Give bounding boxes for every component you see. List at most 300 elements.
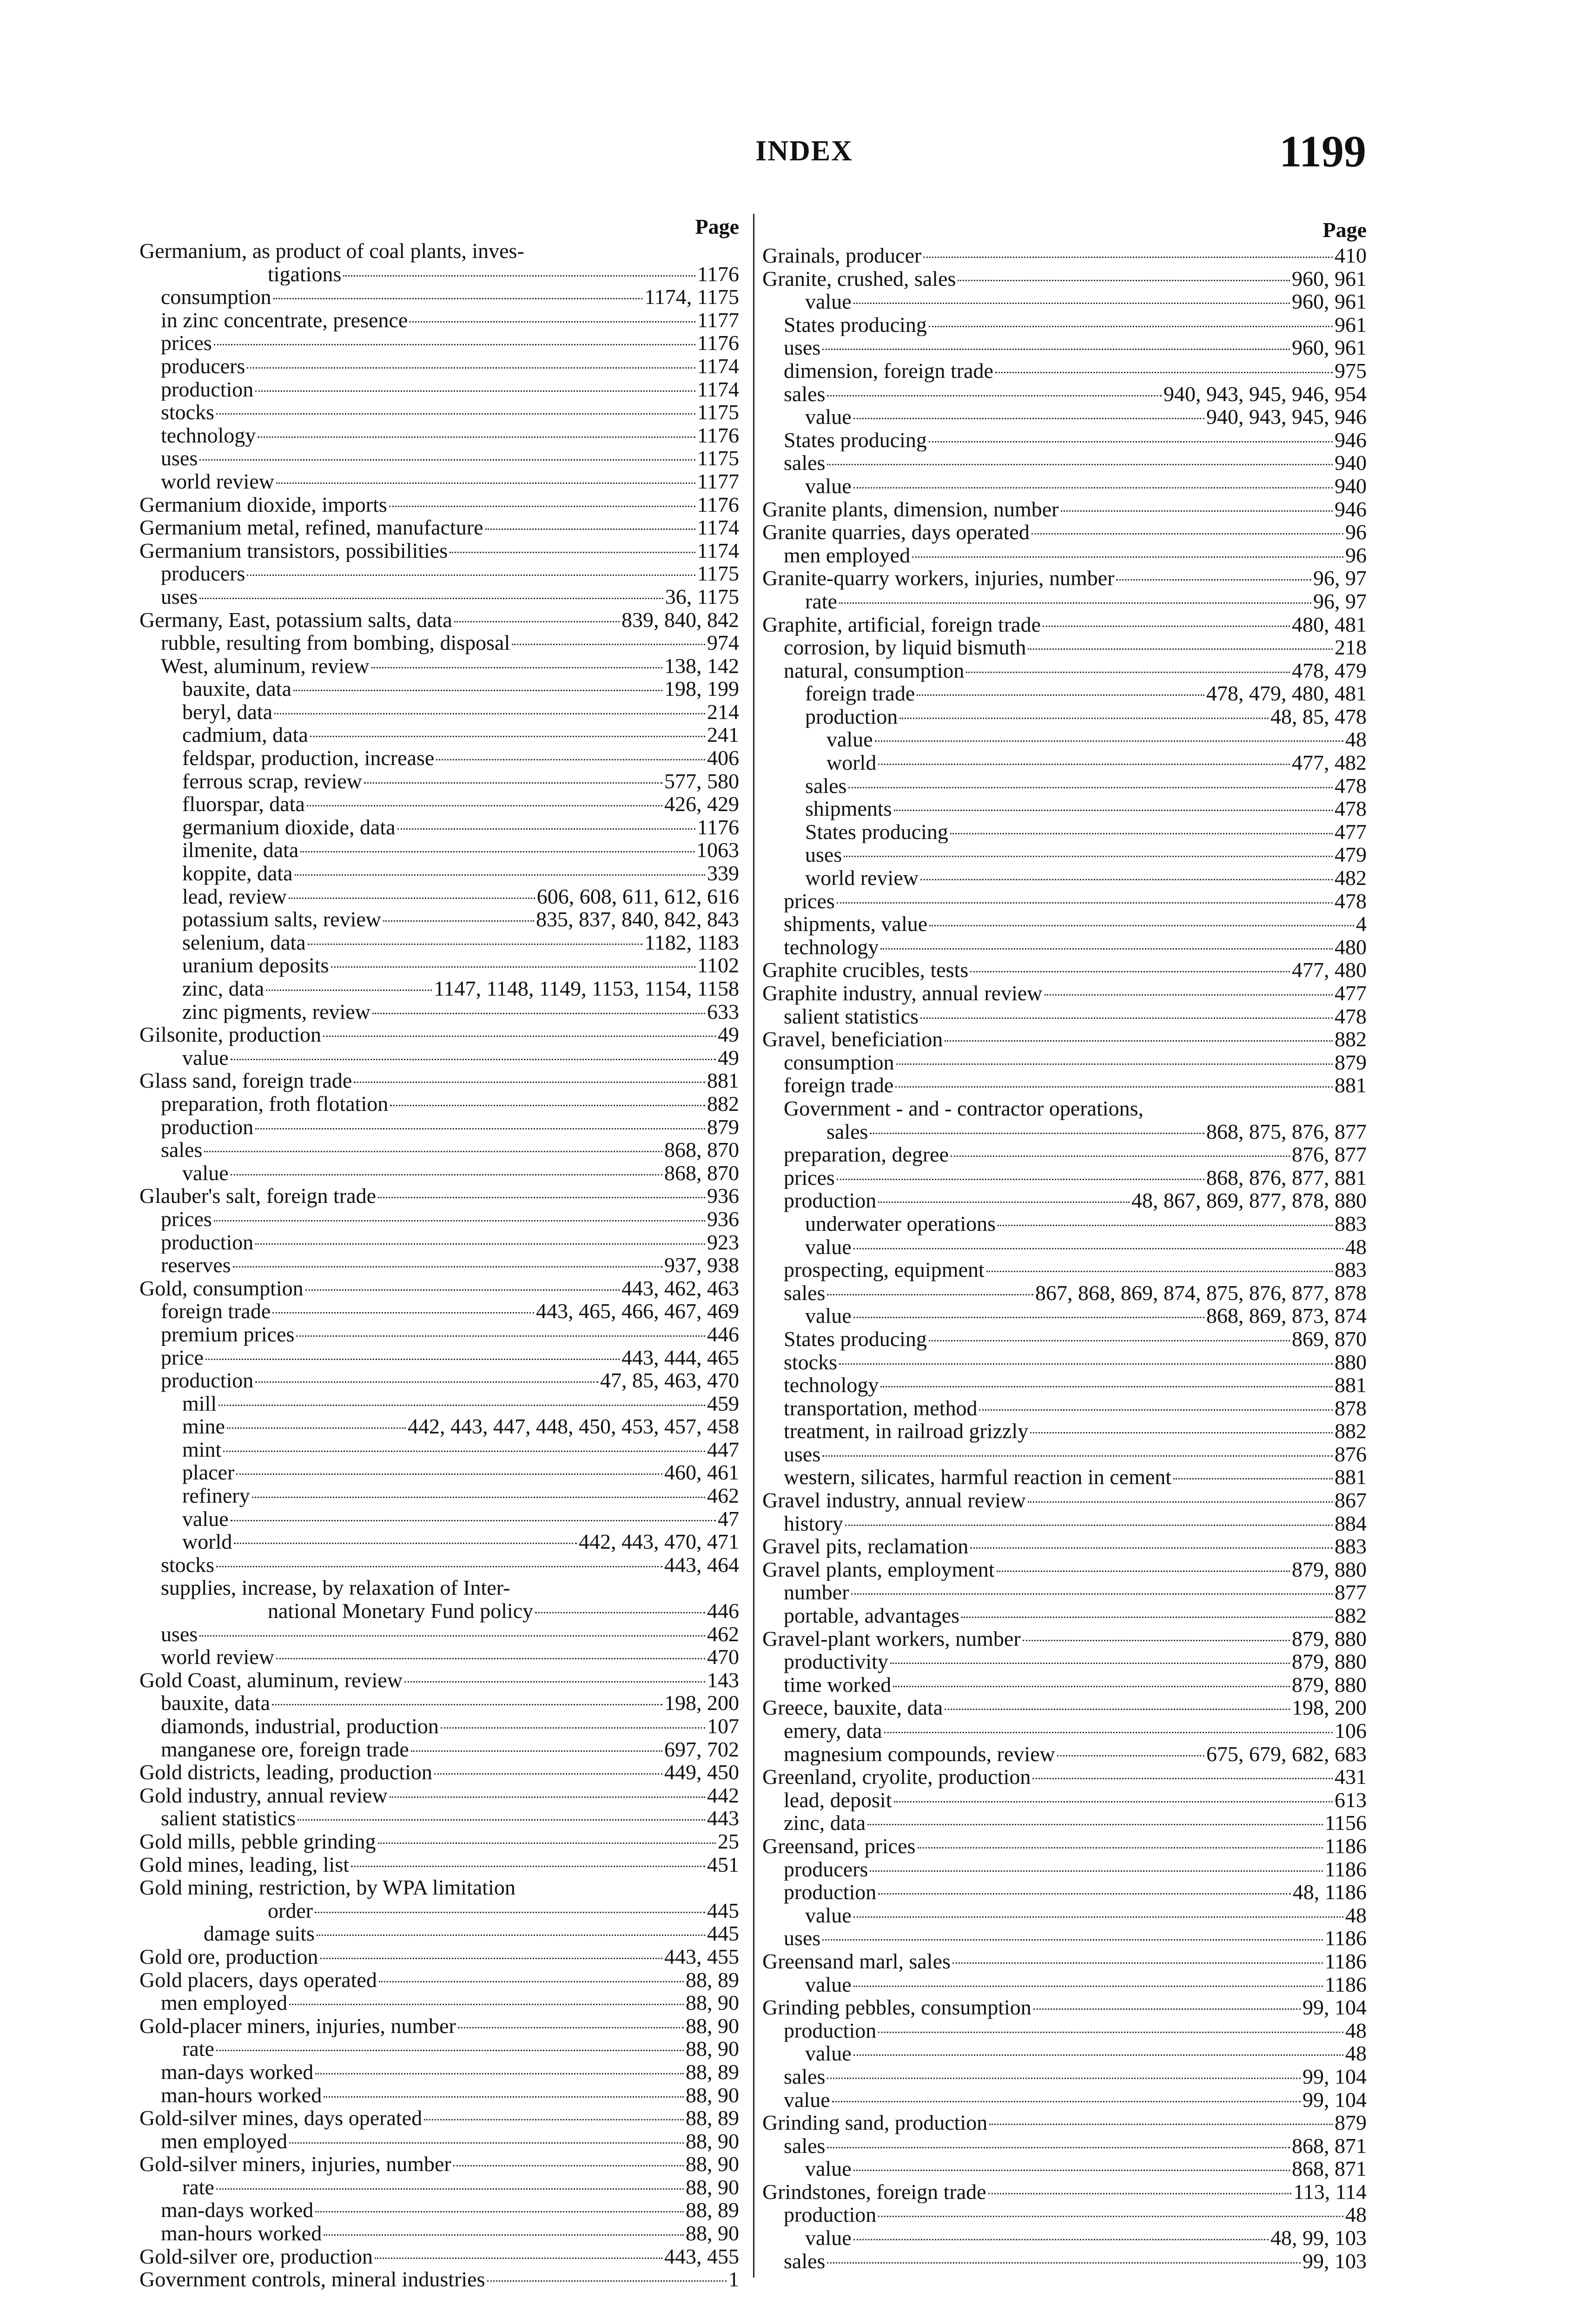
index-entry [762,1535,1367,1558]
index-entry [762,912,1367,936]
entry-pages: 480 [1335,935,1367,959]
entry-term: zinc, data [182,977,264,1000]
index-entry [762,383,1367,406]
leader-dots [218,1405,705,1406]
leader-dots [839,1363,1333,1365]
leader-dots [870,1870,1322,1872]
column-divider [753,214,754,2278]
index-entry [139,2037,739,2060]
entry-pages: 936 [707,1207,739,1231]
leader-dots [315,1912,705,1913]
entry-pages: 1175 [697,401,739,424]
entry-term: placer [182,1461,235,1485]
entry-term: order [268,1899,313,1922]
leader-dots [247,574,695,576]
index-entry [762,567,1367,590]
entry-pages: 878 [1335,1396,1367,1420]
leader-dots [331,966,695,968]
leader-dots [512,644,705,645]
entry-pages: 961 [1335,313,1367,337]
entry-pages: 442, 443, 447, 448, 450, 453, 457, 458 [408,1415,739,1438]
entry-pages: 451 [707,1853,739,1876]
leader-dots [487,2280,727,2282]
index-entry [139,1277,739,1300]
entry-term: consumption [784,1050,894,1074]
entry-term: mill [182,1392,217,1415]
entry-term: salient statistics [161,1807,296,1830]
entry-term: Gravel plants, employment [762,1558,995,1581]
index-entry [762,313,1367,337]
index-entry [139,1069,739,1092]
entry-term: treatment, in railroad grizzly [784,1419,1029,1443]
entry-term: Gold mills, pebble grinding [139,1829,376,1853]
entry-pages: 880 [1335,1350,1367,1374]
leader-dots [315,2211,684,2212]
leader-dots [853,487,1333,489]
leader-dots [255,1243,705,1245]
index-entry [139,816,739,839]
entry-pages: 876, 877 [1292,1143,1367,1166]
entry-term: States producing [784,313,927,337]
index-entry [762,521,1367,544]
leader-dots [958,280,1290,281]
leader-dots [383,920,534,922]
index-entry [139,1576,739,1599]
entry-pages: 88, 90 [686,2175,739,2199]
entry-pages: 877 [1335,1581,1367,1604]
entry-term: man-days worked [161,2060,314,2084]
leader-dots [920,1017,1333,1019]
entry-term: history [784,1512,843,1535]
entry-pages: 868, 870 [664,1161,739,1185]
leader-dots [929,326,1333,327]
entry-term: Gold industry, annual review [139,1783,388,1807]
index-entry [762,1097,1367,1120]
index-entry [762,936,1367,959]
index-entry [139,1392,739,1415]
entry-pages: 113, 114 [1293,2180,1367,2204]
leader-dots [307,805,662,806]
entry-term: lead, deposit [784,1788,892,1812]
leader-dots [204,1151,662,1152]
index-entry [139,516,739,539]
entry-term: Government - and - contractor operations, [784,1096,1144,1120]
entry-pages: 882 [707,1092,739,1116]
entry-pages: 442, 443, 470, 471 [579,1530,739,1553]
entry-pages: 1156 [1324,1811,1367,1835]
entry-term: natural, consumption [784,659,965,682]
leader-dots [390,1105,705,1106]
leader-dots [1173,1478,1333,1479]
entry-term: time worked [784,1673,892,1697]
index-entry [139,1484,739,1507]
entry-pages: 882 [1335,1028,1367,1051]
entry-term: Gold districts, leading, production [139,1761,432,1784]
entry-term: value [805,2226,852,2250]
index-entry [762,613,1367,636]
entry-pages: 478 [1335,797,1367,820]
entry-term: Gravel, beneficiation [762,1028,943,1051]
entry-pages: 47 [718,1507,739,1531]
index-entry [139,1323,739,1346]
entry-term: sales [784,451,826,475]
index-entry [139,1046,739,1070]
entry-term: rate [182,2037,214,2060]
entry-pages: 940 [1335,474,1367,498]
index-entry [139,2014,739,2038]
index-entry [762,451,1367,475]
index-entry [139,1876,739,1899]
leader-dots [853,2054,1343,2056]
index-entry [762,2042,1367,2065]
entry-term: world review [161,469,274,493]
entry-pages: 869, 870 [1292,1327,1367,1351]
entry-term: world review [161,1645,274,1669]
index-entry [762,290,1367,313]
entry-term: number [784,1581,849,1604]
leader-dots [227,1427,406,1429]
entry-term: production [784,1189,877,1212]
index-entry [762,1166,1367,1189]
entry-pages: 143 [707,1668,739,1692]
entry-pages: 1186 [1324,1927,1367,1950]
leader-dots [258,436,695,438]
leader-dots [853,1248,1343,1249]
entry-term: western, silicates, harmful reaction in cement [784,1466,1172,1489]
index-entry [762,1466,1367,1489]
index-entry [762,405,1367,429]
index-entry [762,1373,1367,1397]
entry-pages: 88, 89 [686,1968,739,1992]
index-entry [762,1235,1367,1259]
entry-term: preparation, degree [784,1143,949,1166]
index-entry [139,539,739,562]
leader-dots [961,1617,1333,1618]
entry-pages: 835, 837, 840, 842, 843 [536,908,739,931]
leader-dots [424,2119,684,2120]
entry-term: lead, review [182,885,287,908]
leader-dots [305,1289,620,1291]
leader-dots [822,1939,1322,1941]
entry-term: supplies, increase, by relaxation of Inter- [161,1576,510,1600]
entry-pages: 1176 [697,262,739,286]
index-entry [139,263,739,286]
leader-dots [895,1086,1333,1088]
leader-dots [295,874,705,876]
index-entry [139,1945,739,1968]
entry-term: zinc, data [784,1811,866,1835]
entry-term: Glauber's salt, foreign trade [139,1184,376,1208]
index-entry [762,336,1367,359]
index-entry [762,1743,1367,1766]
index-entry [762,1604,1367,1627]
entry-term: prospecting, equipment [784,1258,985,1281]
leader-dots [410,321,695,323]
index-entry [762,1143,1367,1166]
entry-term: sales [784,2134,826,2158]
index-entry [762,797,1367,820]
entry-term: Germanium dioxide, imports [139,493,387,516]
leader-dots [853,1986,1323,1987]
leader-dots [535,1612,705,1613]
index-entry [139,1830,739,1853]
entry-pages: 47, 85, 463, 470 [600,1369,739,1392]
index-column-left [139,214,739,2291]
leader-dots [832,2101,1301,2102]
entry-pages: 1174 [697,354,739,378]
leader-dots [899,718,1269,719]
entry-term: value [805,1903,852,1927]
entry-term: technology [161,423,256,447]
entry-pages: 478, 479 [1292,659,1367,682]
entry-pages: 1147, 1148, 1149, 1153, 1154, 1158 [434,977,739,1000]
leader-dots [894,1801,1333,1802]
entry-pages: 879, 880 [1292,1627,1367,1651]
entry-term: Gravel industry, annual review [762,1489,1026,1512]
entry-term: production [161,1115,254,1139]
entry-pages: 879 [1335,2111,1367,2134]
index-entry [139,608,739,632]
entry-term: foreign trade [805,682,915,705]
leader-dots [266,990,432,991]
leader-dots [289,2142,684,2144]
entry-term: sales [784,2065,826,2088]
entry-pages: 881 [707,1069,739,1092]
entry-pages: 478 [1335,774,1367,798]
leader-dots [839,602,1311,604]
entry-term: magnesium compounds, review [784,1742,1055,1766]
entry-pages: 940, 943, 945, 946, 954 [1164,382,1367,406]
entry-term: Gold-silver ore, production [139,2245,373,2268]
page-column-label: Page [695,215,739,238]
index-entry [762,1351,1367,1374]
leader-dots [343,275,695,277]
leader-dots [324,2234,684,2236]
index-entry [139,1023,739,1046]
leader-dots [853,1317,1204,1318]
entry-pages: 868, 875, 876, 877 [1206,1120,1367,1143]
running-head: INDEX [755,135,853,167]
entry-pages: 839, 840, 842 [621,608,739,632]
entry-pages: 99, 104 [1302,2065,1367,2088]
entry-term: production [161,1369,254,1392]
entry-pages: 442 [707,1783,739,1807]
index-entry [139,309,739,332]
index-entry [762,1074,1367,1097]
entry-term: Greenland, cryolite, production [762,1765,1031,1789]
index-entry [762,2019,1367,2042]
leader-dots [255,1381,598,1383]
leader-dots [952,1962,1323,1964]
leader-dots [912,556,1343,558]
index-entry [139,885,739,908]
index-entry [139,2106,739,2130]
entry-pages: 96, 97 [1313,567,1367,590]
entry-pages: 923 [707,1230,739,1254]
entry-term: transportation, method [784,1396,978,1420]
leader-dots [851,1593,1333,1595]
leader-dots [236,1473,662,1475]
entry-pages: 1176 [697,423,739,447]
leader-dots [875,740,1343,742]
entry-term: salient statistics [784,1004,919,1028]
leader-dots [917,694,1204,696]
leader-dots [878,2032,1343,2033]
entry-term: Graphite industry, annual review [762,982,1043,1005]
index-entry [139,1623,739,1646]
entry-term: value [182,1046,229,1070]
index-entry [762,1189,1367,1212]
index-entry [139,838,739,862]
entry-pages: 1174 [697,516,739,539]
entry-pages: 478 [1335,889,1367,913]
leader-dots [970,1547,1333,1549]
leader-dots [920,879,1333,880]
leader-dots [878,1893,1290,1895]
entry-term: Gravel pits, reclamation [762,1535,969,1558]
entry-pages: 449, 450 [664,1761,739,1784]
entry-term: Greensand marl, sales [762,1949,951,1973]
entry-pages: 697, 702 [664,1737,739,1761]
leader-dots [870,1133,1204,1134]
index-entry [762,1581,1367,1604]
entry-term: States producing [784,428,927,452]
leader-dots [247,367,695,369]
entry-term: Grinding pebbles, consumption [762,1996,1031,2019]
entry-term: ferrous scrap, review [182,769,362,793]
leader-dots [289,2004,684,2005]
entry-term: Gold-silver miners, injuries, number [139,2152,451,2176]
entry-pages: 633 [707,1000,739,1023]
index-entries [762,244,1367,2272]
entry-pages: 884 [1335,1512,1367,1535]
entry-term: value [182,1507,229,1531]
entry-term: world [826,751,877,774]
index-entry [139,1438,739,1461]
index-entry [762,1005,1367,1028]
leader-dots [441,1727,705,1729]
entry-pages: 974 [707,631,739,654]
index-entry [762,1835,1367,1858]
index-entry [139,331,739,355]
entry-term: zinc pigments, review [182,1000,370,1023]
leader-dots [1045,994,1333,996]
entry-pages: 868, 869, 873, 874 [1206,1304,1367,1327]
entry-pages: 1176 [697,331,739,355]
index-entry [762,866,1367,890]
index-entry [139,1807,739,1830]
entry-term: Government controls, mineral industries [139,2268,485,2291]
index-entry [139,1669,739,1692]
entry-term: producers [784,1857,868,1881]
entry-pages: 88, 90 [686,2083,739,2107]
entry-pages: 1175 [697,447,739,470]
index-entry [762,1789,1367,1812]
entry-term: production [805,705,898,728]
entry-pages: 88, 90 [686,2129,739,2153]
index-entry [762,1950,1367,1973]
leader-dots [296,1335,705,1337]
entry-term: Germany, East, potassium salts, data [139,608,452,632]
entry-pages: 613 [1335,1788,1367,1812]
entry-term: uses [161,447,198,470]
entry-pages: 1176 [697,493,739,516]
index-entries [139,239,739,2291]
entry-term: germanium dioxide, data [182,815,396,839]
entry-pages: 883 [1335,1535,1367,1558]
leader-dots [853,303,1290,304]
entry-term: in zinc concentrate, presence [161,308,408,332]
leader-dots [827,464,1333,465]
leader-dots [454,621,620,622]
leader-dots [1032,1778,1333,1779]
entry-term: value [805,474,852,498]
entry-term: stocks [161,1553,214,1577]
leader-dots [411,1750,662,1752]
entry-pages: 883 [1335,1258,1367,1281]
entry-term: technology [784,1373,879,1397]
index-entry [139,1092,739,1116]
index-entry [139,401,739,424]
entry-term: shipments [805,797,892,820]
leader-dots [827,2078,1301,2079]
entry-term: uses [161,1622,198,1646]
leader-dots [878,764,1290,765]
index-entry [762,1489,1367,1512]
leader-dots [827,1294,1033,1295]
entry-term: uses [161,585,198,608]
leader-dots [1028,648,1333,650]
index-entry [762,958,1367,982]
entry-pages: 106 [1335,1719,1367,1743]
entry-term: men employed [161,1991,288,2014]
leader-dots [199,459,695,461]
index-entry [139,1715,739,1738]
leader-dots [404,1681,705,1683]
index-entry [762,1051,1367,1074]
entry-term: corrosion, by liquid bismuth [784,636,1026,659]
entry-pages: 445 [707,1922,739,1945]
index-entry [762,636,1367,659]
entry-pages: 406 [707,746,739,770]
entry-pages: 975 [1335,359,1367,383]
leader-dots [950,833,1333,834]
entry-pages: 48 [1345,2019,1367,2042]
entry-term: beryl, data [182,700,273,724]
leader-dots [997,1571,1290,1572]
entry-term: rubble, resulting from bombing, disposal [161,631,510,654]
index-entry [139,1116,739,1139]
entry-pages: 881 [1335,1074,1367,1097]
entry-term: productivity [784,1650,888,1673]
entry-pages: 937, 938 [664,1254,739,1277]
entry-term: shipments, value [784,912,928,936]
entry-pages: 88, 90 [686,2037,739,2060]
entry-term: underwater operations [805,1212,996,1235]
entry-term: sales [805,774,847,798]
leader-dots [878,1202,1130,1203]
leader-dots [273,298,643,299]
entry-term: Greece, bauxite, data [762,1696,943,1719]
leader-dots [354,1082,705,1083]
leader-dots [276,482,695,484]
entry-term: dimension, foreign trade [784,359,993,383]
entry-pages: 446 [707,1322,739,1346]
entry-term: Germanium metal, refined, manufacture [139,516,483,539]
entry-pages: 882 [1335,1604,1367,1627]
index-entry [762,1028,1367,1051]
leader-dots [844,856,1333,857]
